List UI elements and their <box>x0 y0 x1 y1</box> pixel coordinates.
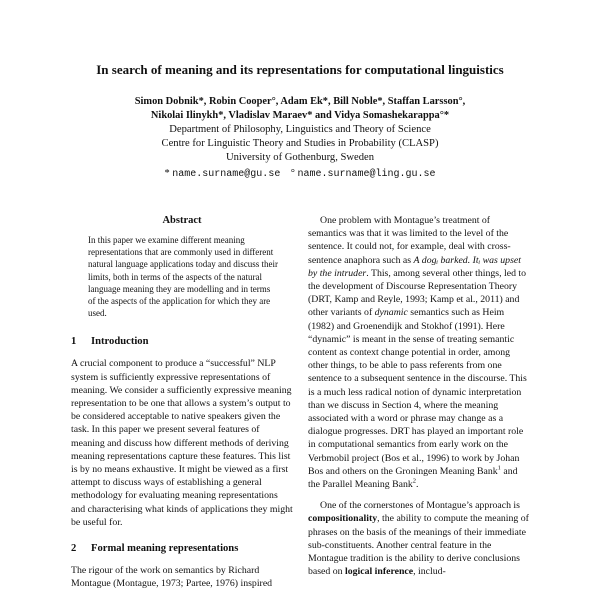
affiliation-department: Department of Philosophy, Linguistics and Theory of Science <box>169 124 431 135</box>
email-address-1: name.surname@gu.se <box>172 169 281 180</box>
left-column <box>71 214 293 590</box>
text-run: and the Parallel Meaning Bank <box>308 465 518 491</box>
term-compositionality: compositionality <box>308 513 378 525</box>
abstract-text: In this paper we examine different meaning representations that are commonly used in different natural language applications today and discuss their limits, both in terms of the aspects of the natural language meaning they are modelling and in terms of the aspects of the application for which they are used. <box>88 235 278 319</box>
author-emails <box>40 167 560 182</box>
anaphora-example: A dogᵢ barked. Itᵢ was upset by the intruder <box>308 254 521 279</box>
formal-paragraph: The rigour of the work on semantics by Richard Montague (Montague, 1973; Partee, 1976) inspired <box>71 565 273 590</box>
email-marker-2: ° <box>290 168 295 179</box>
abstract-body <box>88 234 278 319</box>
introduction-paragraph: A crucial component to produce a “successful” NLP system is sufficiently expressive representations of meaning. We consider a sufficiently expressive meaning representation to be one that allows a system’s output to be considered acceptable to native speakers given the task. In this paper we present several features of meaning and discuss how different methods of deriving meaning representations capture these features. This list is by no means exhaustive. It might be viewed as a first attempt to discuss ways of establishing a general methodology for evaluating meaning representations and characterising what kinds of applications they might be useful for. <box>71 358 293 528</box>
email-address-2: name.surname@ling.gu.se <box>297 169 436 180</box>
right-column <box>308 214 530 578</box>
term-logical-inference: logical inference <box>345 566 414 578</box>
author-list <box>40 95 560 123</box>
footnote-marker-1: 1 <box>497 464 501 472</box>
text-run: One of the cornerstones of Montague’s approach is <box>320 500 520 512</box>
emphasis-dynamic: dynamic <box>374 307 408 319</box>
affiliation-university: University of Gothenburg, Sweden <box>225 152 375 163</box>
text-run: , the ability to compute the meaning of phrases on the basis of the meanings of their immediate sub-constituents. Another central feature in the Montague tradition is the ability to derive conclusions based on <box>308 513 529 578</box>
section-heading-introduction <box>71 335 293 349</box>
abstract-heading: Abstract <box>162 215 202 226</box>
section-heading-formal <box>71 542 293 556</box>
text-run: semantics such as Heim (1982) and Groenendijk and Stokhof (1991). Here “dynamic” is meant in the sense of treating semantic content as context change potential in order, among other things, to be able to pass referents from one sentence to a subsequent sentence in the discourse. This is a much less radical notion of dynamic interpretation than we discuss in Section 4, where the meaning associated with a word or phrase may change as a dialogue progresses. DRT has played an important role in computational semantics from early work on the Verbmobil project (Bos et al., 1996) to work by Johan Bos and others on the Groningen Meaning Bank <box>308 307 527 477</box>
section-number: 1 <box>71 336 77 348</box>
section-title: Formal meaning representations <box>91 543 239 555</box>
footnote-marker-2: 2 <box>412 477 416 485</box>
affiliation <box>40 123 560 165</box>
paper-title: In search of meaning and its representations for computational linguistics <box>96 62 504 77</box>
right-paragraph-1 <box>308 214 530 491</box>
section-title: Introduction <box>91 336 149 348</box>
email-marker-1: * <box>164 168 170 179</box>
text-run: . <box>416 479 419 491</box>
text-run: , includ- <box>413 566 446 578</box>
text-run: One problem with Montague’s treatment of semantics was that it was limited to the level of the sentence. It could not, for example, deal with cross-sentence anaphora such as <box>308 215 511 266</box>
right-paragraph-2 <box>308 499 530 578</box>
author-line-1: Simon Dobnik*, Robin Cooper°, Adam Ek*, Bill Noble*, Staffan Larsson°, <box>134 96 466 107</box>
section-number: 2 <box>71 543 77 555</box>
author-line-2: Nikolai Ilinykh*, Vladislav Maraev* and Vidya Somashekarappa°* <box>150 110 450 121</box>
text-run: . This, among several other things, led to the development of Discourse Representation Theory (DRT, Kamp and Reyle, 1993; Kamp et al., 2011) and other variants of <box>308 267 527 319</box>
affiliation-centre: Centre for Linguistic Theory and Studies in Probability (CLASP) <box>161 138 439 149</box>
